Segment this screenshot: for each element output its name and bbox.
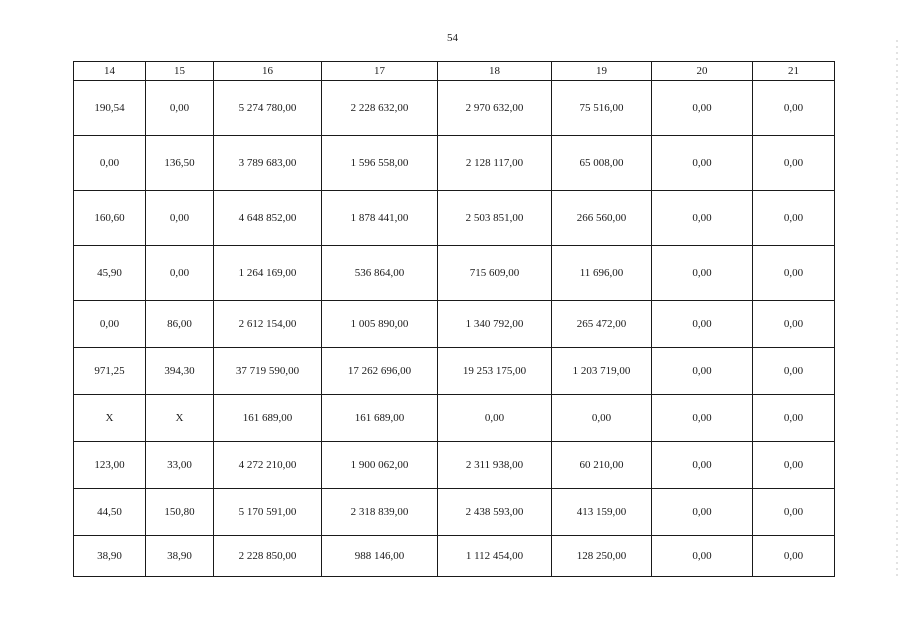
table-cell: 33,00 [146,442,214,489]
table-cell: 0,00 [753,536,835,577]
table-cell: 0,00 [652,442,753,489]
column-header: 19 [552,62,652,81]
table-cell: 0,00 [753,246,835,301]
column-header: 18 [438,62,552,81]
table-cell: X [74,395,146,442]
table-cell: 0,00 [652,536,753,577]
table-cell: 2 228 632,00 [322,81,438,136]
table-cell: 2 970 632,00 [438,81,552,136]
header-row [74,62,835,81]
table-cell: 2 612 154,00 [214,301,322,348]
table-cell: 123,00 [74,442,146,489]
table-cell: 0,00 [552,395,652,442]
table-cell: 5 170 591,00 [214,489,322,536]
table-cell: 65 008,00 [552,136,652,191]
table-cell: 0,00 [652,489,753,536]
table-cell: 0,00 [146,246,214,301]
column-header: 16 [214,62,322,81]
table-cell: 2 438 593,00 [438,489,552,536]
table-cell: 0,00 [438,395,552,442]
table-row [74,191,835,246]
table-cell: 45,90 [74,246,146,301]
table-cell: 1 340 792,00 [438,301,552,348]
table-cell: 2 318 839,00 [322,489,438,536]
table-row [74,489,835,536]
table-cell: 4 648 852,00 [214,191,322,246]
table-cell: 136,50 [146,136,214,191]
table-cell: 3 789 683,00 [214,136,322,191]
table-cell: 190,54 [74,81,146,136]
table-cell: 0,00 [652,136,753,191]
column-header: 14 [74,62,146,81]
table-cell: 536 864,00 [322,246,438,301]
table-cell: 11 696,00 [552,246,652,301]
table-cell: 161 689,00 [322,395,438,442]
table-cell: 1 596 558,00 [322,136,438,191]
table-cell: 37 719 590,00 [214,348,322,395]
table-cell: 0,00 [753,301,835,348]
table-cell: 0,00 [74,136,146,191]
table-cell: 128 250,00 [552,536,652,577]
table-cell: 0,00 [753,191,835,246]
table-cell: 0,00 [753,81,835,136]
table-row [74,136,835,191]
table-cell: 38,90 [146,536,214,577]
table-cell: 0,00 [652,191,753,246]
column-header: 21 [753,62,835,81]
column-header: 15 [146,62,214,81]
table-cell: 988 146,00 [322,536,438,577]
column-header: 17 [322,62,438,81]
table-row [74,246,835,301]
table-cell: 2 311 938,00 [438,442,552,489]
table-cell: 0,00 [146,191,214,246]
table-cell: X [146,395,214,442]
table-cell: 1 264 169,00 [214,246,322,301]
table-cell: 44,50 [74,489,146,536]
table-cell: 161 689,00 [214,395,322,442]
table-cell: 75 516,00 [552,81,652,136]
table-row [74,81,835,136]
table-cell: 0,00 [753,136,835,191]
table-cell: 1 112 454,00 [438,536,552,577]
table-cell: 0,00 [753,348,835,395]
table-cell: 1 203 719,00 [552,348,652,395]
table-cell: 715 609,00 [438,246,552,301]
table-cell: 265 472,00 [552,301,652,348]
table-cell: 0,00 [652,246,753,301]
table-cell: 17 262 696,00 [322,348,438,395]
column-header: 20 [652,62,753,81]
table-cell: 4 272 210,00 [214,442,322,489]
table-cell: 0,00 [753,442,835,489]
table-cell: 38,90 [74,536,146,577]
data-table [73,61,835,577]
table-cell: 150,80 [146,489,214,536]
table-cell: 2 128 117,00 [438,136,552,191]
table-cell: 1 900 062,00 [322,442,438,489]
table-cell: 0,00 [652,395,753,442]
table-cell: 266 560,00 [552,191,652,246]
table-row [74,301,835,348]
table-cell: 0,00 [753,395,835,442]
table-cell: 0,00 [74,301,146,348]
table-cell: 2 228 850,00 [214,536,322,577]
table-row [74,348,835,395]
table-cell: 86,00 [146,301,214,348]
table-cell: 5 274 780,00 [214,81,322,136]
page-number: 54 [447,32,458,44]
table-cell: 160,60 [74,191,146,246]
table-cell: 0,00 [652,301,753,348]
table-cell: 413 159,00 [552,489,652,536]
table-cell: 971,25 [74,348,146,395]
table-row [74,536,835,577]
table-cell: 394,30 [146,348,214,395]
table-cell: 0,00 [652,348,753,395]
table-cell: 2 503 851,00 [438,191,552,246]
table-cell: 1 878 441,00 [322,191,438,246]
scan-edge-marks [896,40,898,580]
table-cell: 60 210,00 [552,442,652,489]
table-cell: 1 005 890,00 [322,301,438,348]
table-cell: 0,00 [753,489,835,536]
table-row [74,395,835,442]
table-cell: 0,00 [146,81,214,136]
table-row [74,442,835,489]
table-cell: 19 253 175,00 [438,348,552,395]
table-cell: 0,00 [652,81,753,136]
